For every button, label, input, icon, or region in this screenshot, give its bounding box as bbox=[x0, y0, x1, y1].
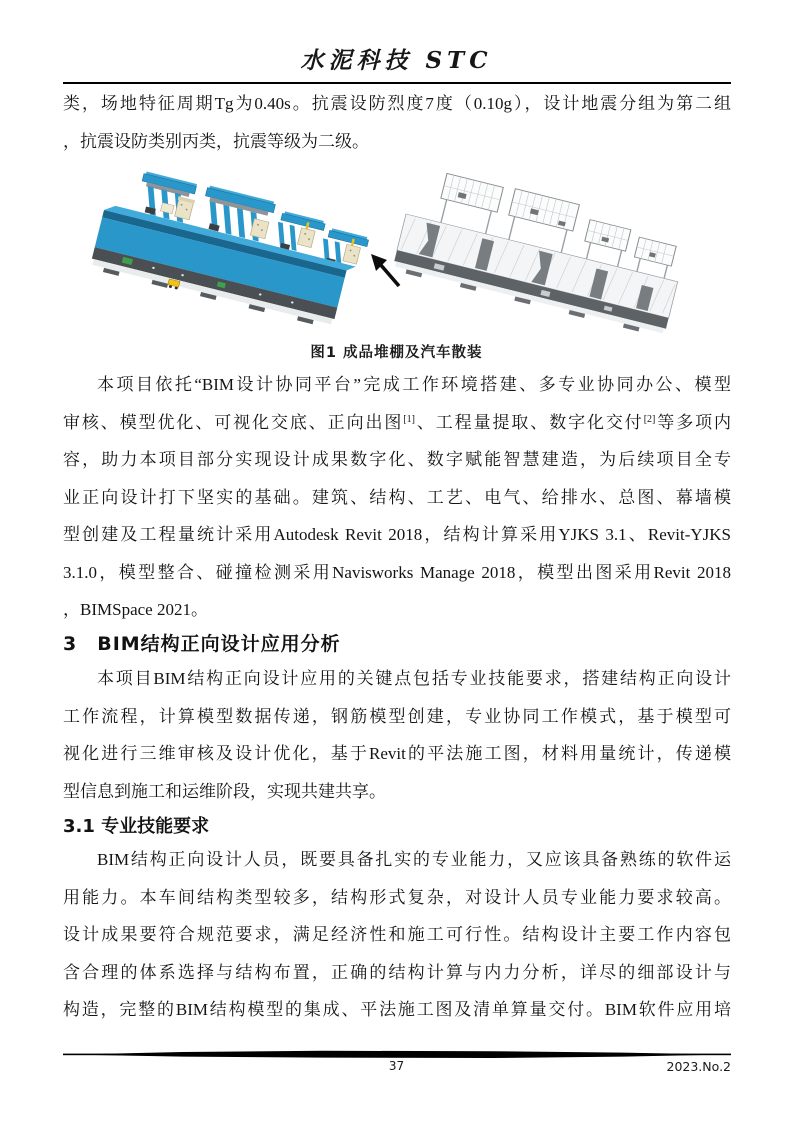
text-line: 容，助力本项目部分实现设计成果数字化、数字赋能智慧建造，为后续项目全专 bbox=[63, 450, 731, 469]
text-line: 类，场地特征周期Tg为0.40s。抗震设防烈度7度（0.10g），设计地震分组为第二组 bbox=[63, 94, 731, 113]
figure1-caption: 图1 成品堆棚及汽车散装 bbox=[310, 345, 483, 361]
text-line bbox=[63, 404, 731, 442]
bim-model-rendered bbox=[89, 162, 372, 332]
text-segment: 、工程量提取、数字化交付 bbox=[414, 412, 644, 432]
text-line: ，BIMSpace 2021。 bbox=[63, 600, 208, 619]
text-line: 3.1.0，模型整合、碰撞检测采用Navisworks Manage 2018，模型出图采用Revit 2018 bbox=[63, 562, 731, 582]
text-line: 设计成果要符合规范要求，满足经济性和施工可行性。结构设计主要工作内容包 bbox=[63, 925, 731, 944]
text-line: 工作流程，计算模型数据传递，钢筋模型创建，专业协同工作模式，基于模型可 bbox=[63, 706, 731, 726]
text-line: 型创建及工程量统计采用Autodesk Revit 2018，结构计算采用YJKS 3.1、Revit-YJKS bbox=[63, 525, 731, 544]
figure1-image bbox=[88, 158, 708, 344]
bim-model-wireframe bbox=[392, 165, 690, 338]
text-segment: 等多项内 bbox=[655, 412, 732, 432]
journal-title: 水泥科技 STC bbox=[300, 47, 493, 74]
text-line: 构造，完整的BIM结构模型的集成、平法施工图及清单算量交付。BIM软件应用培 bbox=[63, 1000, 731, 1019]
text-line: 含合理的体系选择与结构布置，正确的结构计算与内力分析，详尽的细部设计与 bbox=[63, 962, 731, 982]
text-line: 业正向设计打下坚实的基础。建筑、结构、工艺、电气、给排水、总图、幕墙模 bbox=[63, 487, 731, 507]
text-line: 用能力。本车间结构类型较多，结构形式复杂，对设计人员专业能力要求较高。 bbox=[63, 887, 731, 907]
text-segment: 审核、模型优化、可视化交底、正向出图 bbox=[63, 412, 404, 432]
intro-paragraph bbox=[63, 85, 731, 160]
arrow-annotation bbox=[371, 254, 399, 286]
text-line: 本项目依托“BIM设计协同平台”完成工作环境搭建、多专业协同办公、模型 bbox=[97, 375, 731, 394]
section31-heading: 3.1 专业技能要求 bbox=[63, 816, 210, 837]
citation-ref-2: [2] bbox=[643, 413, 656, 425]
paragraph-bim-platform bbox=[63, 366, 731, 629]
issue-number: 2023.No.2 bbox=[666, 1059, 731, 1074]
page-number: 37 bbox=[388, 1059, 405, 1073]
text-line: 视化进行三维审核及设计优化，基于Revit的平法施工图，材料用量统计，传递模 bbox=[63, 744, 731, 763]
section31-paragraph bbox=[63, 841, 731, 1029]
text-line: 本项目BIM结构正向设计应用的关键点包括专业技能要求，搭建结构正向设计 bbox=[97, 669, 731, 688]
figure1 bbox=[88, 158, 708, 344]
section3-heading: 3 BIM结构正向设计应用分析 bbox=[63, 633, 341, 655]
text-line: 型信息到施工和运维阶段，实现共建共享。 bbox=[63, 781, 386, 801]
text-line: BIM结构正向设计人员，既要具备扎实的专业能力，又应该具备熟练的软件运 bbox=[97, 850, 731, 869]
header-rule bbox=[63, 82, 731, 84]
text-line: ，抗震设防类别丙类，抗震等级为二级。 bbox=[63, 131, 369, 151]
section3-paragraph bbox=[63, 660, 731, 810]
citation-ref-1: [1] bbox=[403, 413, 415, 425]
